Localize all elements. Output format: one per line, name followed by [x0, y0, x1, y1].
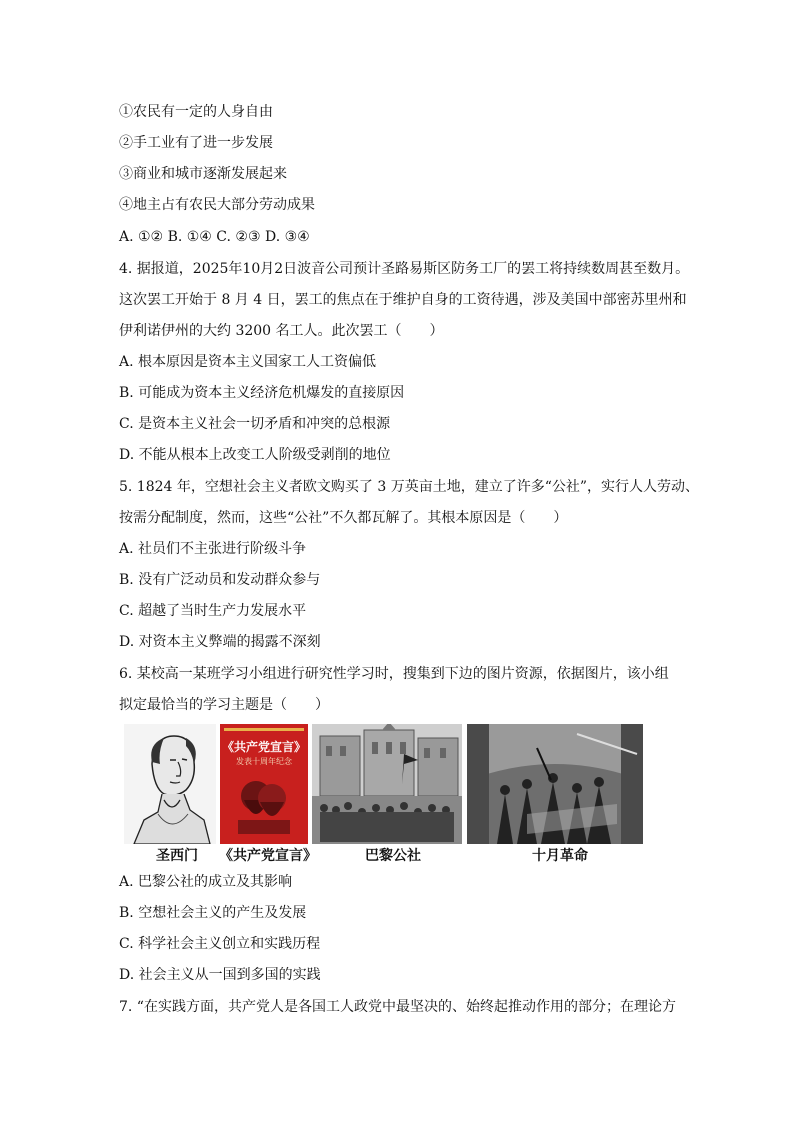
book-title: 《共产党宣言》 [221, 740, 306, 754]
october-revolution-painting [467, 724, 643, 844]
q4-stem-line-2: 这次罢工开始于 8 月 4 日，罢工的焦点在于维护自身的工资待遇，涉及美国中部密苏里州和 [119, 292, 687, 308]
saint-simon-portrait [124, 724, 216, 844]
q4-option-d: D. 不能从根本上改变工人阶级受剥削的地位 [119, 447, 391, 463]
q4-option-a: A. 根本原因是资本主义国家工人工资偏低 [119, 354, 377, 370]
q6-option-a: A. 巴黎公社的成立及其影响 [119, 874, 293, 890]
q5-stem-line-1: 5. 1824 年，空想社会主义者欧文购买了 3 万英亩土地，建立了许多“公社”，实行人人劳动、 [119, 479, 700, 495]
book-subtitle: 发表十周年纪念 [236, 757, 292, 766]
q3-option-1: ①农民有一定的人身自由 [119, 104, 273, 120]
q5-stem-line-2: 按需分配制度，然而，这些“公社”不久都瓦解了。其根本原因是（ ） [119, 510, 568, 526]
q3-option-2: ②手工业有了进一步发展 [119, 135, 273, 151]
communist-manifesto-cover [220, 724, 308, 844]
q5-option-c: C. 超越了当时生产力发展水平 [119, 603, 307, 619]
q4-option-c: C. 是资本主义社会一切矛盾和冲突的总根源 [119, 416, 391, 432]
caption-paris-commune: 巴黎公社 [365, 848, 421, 864]
q6-stem-line-1: 6. 某校高一某班学习小组进行研究性学习时，搜集到下边的图片资源，依据图片，该小组 [119, 666, 669, 682]
q5-option-a: A. 社员们不主张进行阶级斗争 [119, 541, 307, 557]
caption-saint-simon: 圣西门 [156, 848, 198, 864]
q7-stem-line-1: 7. “在实践方面，共产党人是各国工人政党中最坚决的、始终起推动作用的部分；在理论方 [119, 999, 676, 1015]
q4-stem-line-1: 4. 据报道，2025年10月2日波音公司预计圣路易斯区防务工厂的罢工将持续数周甚至数月。 [119, 261, 690, 277]
q4-stem-line-3: 伊利诺伊州的大约 3200 名工人。此次罢工（ ） [119, 323, 444, 339]
paris-commune-engraving [312, 724, 462, 844]
q5-option-d: D. 对资本主义弊端的揭露不深刻 [119, 634, 321, 650]
caption-communist-manifesto: 《共产党宣言》 [219, 848, 317, 864]
q3-option-3: ③商业和城市逐渐发展起来 [119, 166, 287, 182]
q3-option-4: ④地主占有农民大部分劳动成果 [119, 197, 315, 213]
q5-option-b: B. 没有广泛动员和发动群众参与 [119, 572, 321, 588]
caption-october-revolution: 十月革命 [532, 848, 588, 864]
q6-option-d: D. 社会主义从一国到多国的实践 [119, 967, 321, 983]
q4-option-b: B. 可能成为资本主义经济危机爆发的直接原因 [119, 385, 405, 401]
q3-answer-choices: A. ①② B. ①④ C. ②③ D. ③④ [119, 229, 310, 245]
q6-option-c: C. 科学社会主义创立和实践历程 [119, 936, 321, 952]
q6-stem-line-2: 拟定最恰当的学习主题是（ ） [119, 697, 329, 713]
q6-option-b: B. 空想社会主义的产生及发展 [119, 905, 307, 921]
